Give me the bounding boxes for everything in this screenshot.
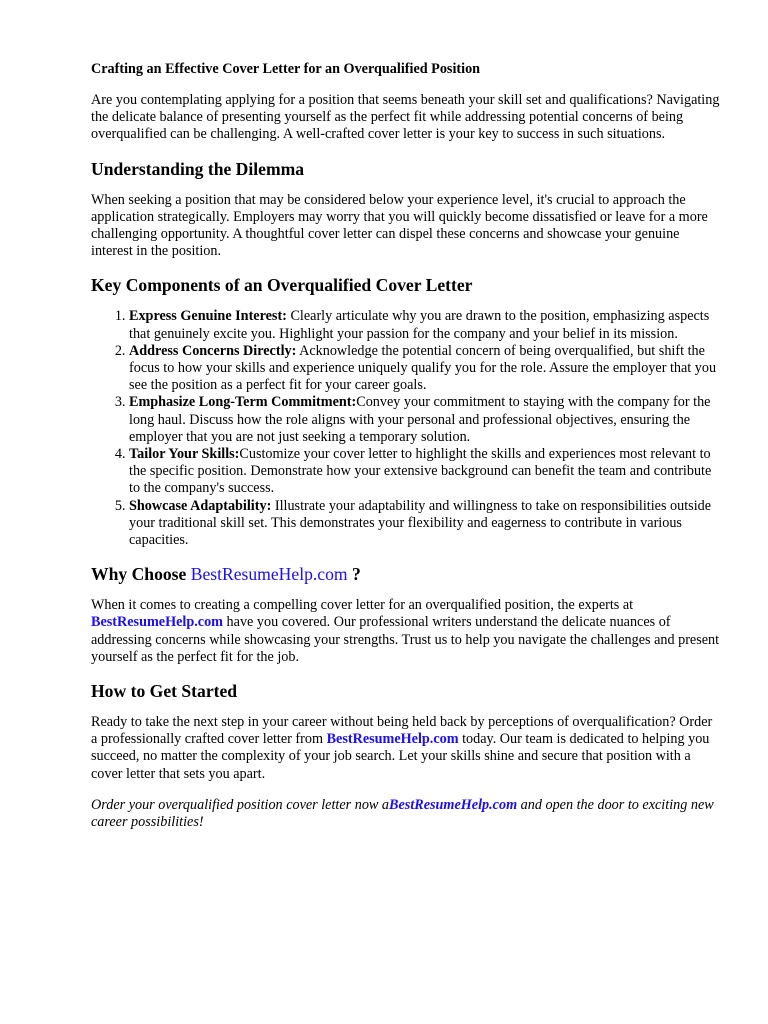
list-item-text: Clearly articulate why you are drawn to the position, emphasizing aspects that genuinely excite you. Highlight your passion for the company and your belief in its mission. (129, 308, 710, 342)
bestresumehelp-link[interactable]: BestResumeHelp.com (389, 796, 518, 813)
list-item (129, 446, 722, 498)
closing-text-post: and open the door to exciting new career possibilities! (91, 796, 714, 831)
document-title: Crafting an Effective Cover Letter for an Overqualified Position (91, 61, 481, 77)
heading-why-choose-text: Why Choose (91, 564, 191, 585)
bestresumehelp-link[interactable]: BestResumeHelp.com (91, 614, 223, 631)
list-item-label: Express Genuine Interest: (129, 308, 287, 325)
closing-paragraph (91, 797, 722, 831)
why-choose-text-post: have you covered. Our professional writers understand the delicate nuances of addressing concerns while showcasing your strengths. Trust us to help you navigate the challenges and present yourself as the perfect fit for the job. (91, 614, 720, 665)
heading-why-choose (91, 563, 722, 585)
key-components-list (91, 308, 722, 549)
bestresumehelp-link[interactable]: BestResumeHelp.com (326, 731, 459, 748)
list-item-text: Convey your commitment to staying with the company for the long haul. Discuss how the role aligns with your personal and professional objectives, ensuring the employer that you are not just seeking a temporary solution. (129, 394, 711, 445)
heading-why-choose-suffix: ? (347, 564, 361, 585)
intro-paragraph: Are you contemplating applying for a position that seems beneath your skill set and qualifications? Navigating the delicate balance of presenting yourself as the perfect fit while addressing potential concerns of being overqualified can be challenging. A well-crafted cover letter is your key to success in such situations. (91, 92, 720, 143)
get-started-text-post: today. Our team is dedicated to helping you succeed, no matter the complexity of your job search. Let your skills shine and secure that position with a cover letter that sets you apart. (91, 731, 710, 782)
list-item (129, 394, 722, 446)
get-started-text-pre: Ready to take the next step in your career without being held back by perceptions of overqualification? Order a professionally crafted cover letter from (91, 714, 713, 748)
list-item (129, 343, 722, 395)
heading-bestresumehelp-link[interactable]: BestResumeHelp.com (190, 564, 348, 585)
list-item (129, 498, 722, 550)
list-item (129, 308, 722, 342)
heading-how-to-get-started: How to Get Started (91, 681, 238, 702)
list-item-text: Illustrate your adaptability and willingness to take on responsibilities outside your traditional skill set. This demonstrates your flexibility and eagerness to contribute in various capacities. (129, 497, 712, 549)
list-item-text: Acknowledge the potential concern of being overqualified, but shift the focus to how your skills and experience uniquely qualify you for the role. Assure the employer that you see the position as a perfect fit for your career goals. (129, 342, 717, 394)
get-started-paragraph (91, 714, 722, 783)
heading-understanding-dilemma: Understanding the Dilemma (91, 158, 305, 179)
list-item-label: Tailor Your Skills: (129, 446, 240, 463)
list-item-label: Emphasize Long-Term Commitment: (129, 394, 357, 411)
closing-text-pre: Order your overqualified position cover letter now a (91, 796, 390, 813)
why-choose-text-pre: When it comes to creating a compelling cover letter for an overqualified position, the experts at (91, 597, 634, 614)
list-item-text: Customize your cover letter to highlight the skills and experiences most relevant to the specific position. Demonstrate how your extensive background can benefit the team and contribute to the company's success. (129, 446, 712, 497)
heading-key-components: Key Components of an Overqualified Cover Letter (91, 275, 473, 296)
why-choose-paragraph (91, 597, 722, 666)
list-item-label: Showcase Adaptability: (129, 497, 272, 514)
list-item-label: Address Concerns Directly: (129, 342, 297, 359)
dilemma-paragraph: When seeking a position that may be considered below your experience level, it's crucial to approach the application strategically. Employers may worry that you will quickly become dissatisfied or leave for a more challenging opportunity. A thoughtful cover letter can dispel these concerns and showcase your genuine interest in the position. (91, 191, 708, 260)
